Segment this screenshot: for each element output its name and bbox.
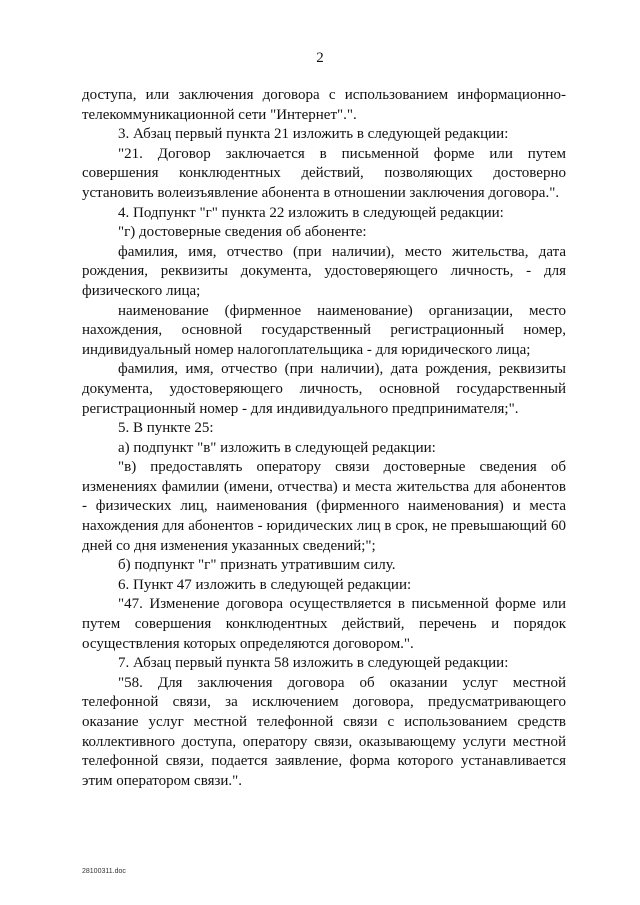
paragraph: доступа, или заключения договора с использованием информационно-телекоммуникационной сети "Интернет".".: [82, 87, 566, 123]
paragraph: 5. В пункте 25:: [118, 420, 214, 437]
paragraph: наименование (фирменное наименование) организации, место нахождения, основной государственный регистрационный номер, индивидуальный номер налогоплательщика - для юридического лица;: [82, 302, 566, 358]
paragraph: 7. Абзац первый пункта 58 изложить в следующей редакции:: [118, 655, 509, 672]
paragraph: 3. Абзац первый пункта 21 изложить в следующей редакции:: [118, 126, 509, 143]
paragraph: "21. Договор заключается в письменной форме или путем совершения конклюдентных действий, позволяющих достоверно установить волеизъявление абонента в отношении заключения договора.".: [82, 145, 566, 201]
paragraph: фамилия, имя, отчество (при наличии), место жительства, дата рождения, реквизиты документа, удостоверяющего личность, - для физического лица;: [82, 243, 566, 299]
document-body: [82, 86, 566, 791]
paragraph: "г) достоверные сведения об абоненте:: [118, 224, 367, 241]
paragraph: "58. Для заключения договора об оказании услуг местной телефонной связи, за исключением договора, предусматривающего оказание услуг местной телефонной связи с использованием средств коллективного доступа, оператору связи, оказывающему услуги местной телефонной связи, подается заявление, форма которого устанавливается этим оператором связи.".: [82, 674, 566, 789]
paragraph: "в) предоставлять оператору связи достоверные сведения об изменениях фамилии (имени, отчества) и места жительства для абонентов - физических лиц, наименования (фирменного наименования) и места нахождения для абонентов - юридических лиц в срок, не превышающий 60 дней со дня изменения указанных сведений;";: [82, 459, 566, 554]
paragraph: 4. Подпункт "г" пункта 22 изложить в следующей редакции:: [118, 204, 504, 221]
file-name-footer: 28100311.doc: [82, 868, 126, 875]
paragraph: 6. Пункт 47 изложить в следующей редакции:: [118, 576, 412, 593]
paragraph: б) подпункт "г" признать утратившим силу.: [118, 557, 396, 574]
paragraph: а) подпункт "в" изложить в следующей редакции:: [118, 439, 436, 456]
paragraph: "47. Изменение договора осуществляется в письменной форме или путем совершения конклюдентных действий, перечень и порядок осуществления которых определяются договором.".: [82, 596, 566, 652]
paragraph: фамилия, имя, отчество (при наличии), дата рождения, реквизиты документа, удостоверяющего личность, основной государственный регистрационный номер - для индивидуального предпринимателя;".: [82, 361, 566, 417]
page-number: 2: [316, 50, 324, 66]
